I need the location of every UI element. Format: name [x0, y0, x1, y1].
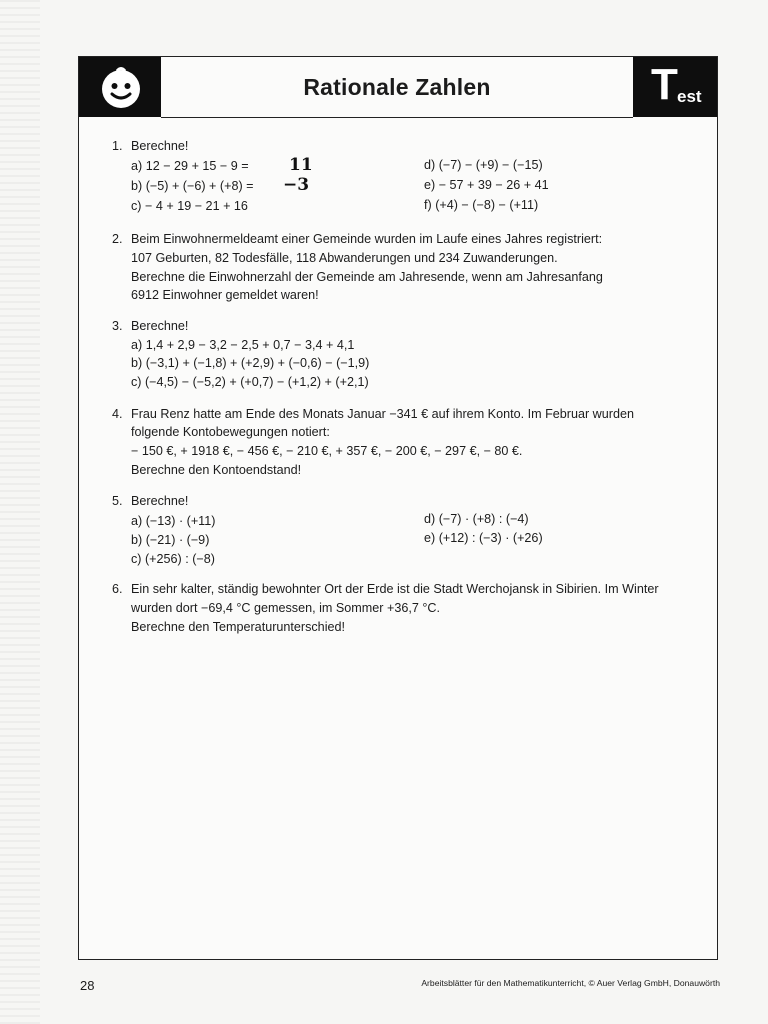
task-text-line: wurden dort −69,4 °C gemessen, im Sommer +36,7 °C. [131, 601, 440, 615]
publisher-credit: Arbeitsblätter für den Mathematikunterricht, © Auer Verlag GmbH, Donauwörth [421, 978, 720, 988]
worksheet [78, 56, 718, 960]
task-item: e) (+12) : (−3) · (+26) [424, 531, 543, 545]
task-item: a) 12 − 29 + 15 − 9 = [131, 159, 249, 173]
task-item: c) (−4,5) − (−5,2) + (+0,7) − (+1,2) + (+2,1) [131, 375, 369, 389]
task-heading: Berechne! [131, 319, 189, 333]
page-number: 28 [80, 978, 95, 993]
task-number: 1. [112, 139, 123, 153]
task-number: 3. [112, 319, 123, 333]
task-number: 2. [112, 232, 123, 246]
task-item: b) (−21) · (−9) [131, 533, 210, 547]
task-text-line: Beim Einwohnermeldeamt einer Gemeinde wurden im Laufe eines Jahres registriert: [131, 232, 603, 246]
task-text-line: Berechne die Einwohnerzahl der Gemeinde am Jahresende, wenn am Jahresanfang [131, 270, 603, 284]
task-heading: Berechne! [131, 139, 189, 153]
task-text-line: Ein sehr kalter, ständig bewohnter Ort der Erde ist die Stadt Werchojansk in Sibirien. Im Winter [131, 582, 659, 596]
task-text-line: 6912 Einwohner gemeldet waren! [131, 288, 319, 302]
task-item: a) 1,4 + 2,9 − 3,2 − 2,5 + 0,7 − 3,4 + 4,1 [131, 338, 355, 352]
task-text-line: Berechne den Kontoendstand! [131, 463, 302, 477]
task-item: f) (+4) − (−8) − (+11) [424, 198, 539, 212]
task-number: 6. [112, 582, 123, 596]
task-item: c) − 4 + 19 − 21 + 16 [131, 199, 248, 213]
task-text-line: folgende Kontobewegungen notiert: [131, 425, 330, 439]
page-title: Rationale Zahlen [303, 73, 491, 100]
test-badge-letter: T [651, 60, 678, 109]
task-item: b) (−5) + (−6) + (+8) = [131, 179, 254, 193]
handwritten-answer: −3 [283, 175, 310, 195]
test-badge-rest: est [677, 87, 702, 106]
task-item: c) (+256) : (−8) [131, 552, 215, 566]
task-item: b) (−3,1) + (−1,8) + (+2,9) + (−0,6) − (−1,9) [131, 356, 370, 370]
task-item: e) − 57 + 39 − 26 + 41 [424, 178, 549, 192]
handwritten-answer: 11 [289, 155, 313, 175]
task-item: d) (−7) − (+9) − (−15) [424, 158, 543, 172]
task-heading: Berechne! [131, 494, 189, 508]
task-text-line: Berechne den Temperaturunterschied! [131, 620, 345, 634]
task-text-line: Frau Renz hatte am Ende des Monats Januar −341 € auf ihrem Konto. Im Februar wurden [131, 407, 634, 421]
task-number: 4. [112, 407, 123, 421]
task-text-line: 107 Geburten, 82 Todesfälle, 118 Abwanderungen und 234 Zuwanderungen. [131, 251, 558, 265]
task-text-line: − 150 €, + 1918 €, − 456 €, − 210 €, + 357 €, − 200 €, − 297 €, − 80 €. [131, 444, 523, 458]
binding-edge [0, 0, 40, 1024]
task-item: d) (−7) · (+8) : (−4) [424, 512, 529, 526]
tasks [79, 57, 717, 959]
task-number: 5. [112, 494, 123, 508]
task-item: a) (−13) · (+11) [131, 514, 216, 528]
